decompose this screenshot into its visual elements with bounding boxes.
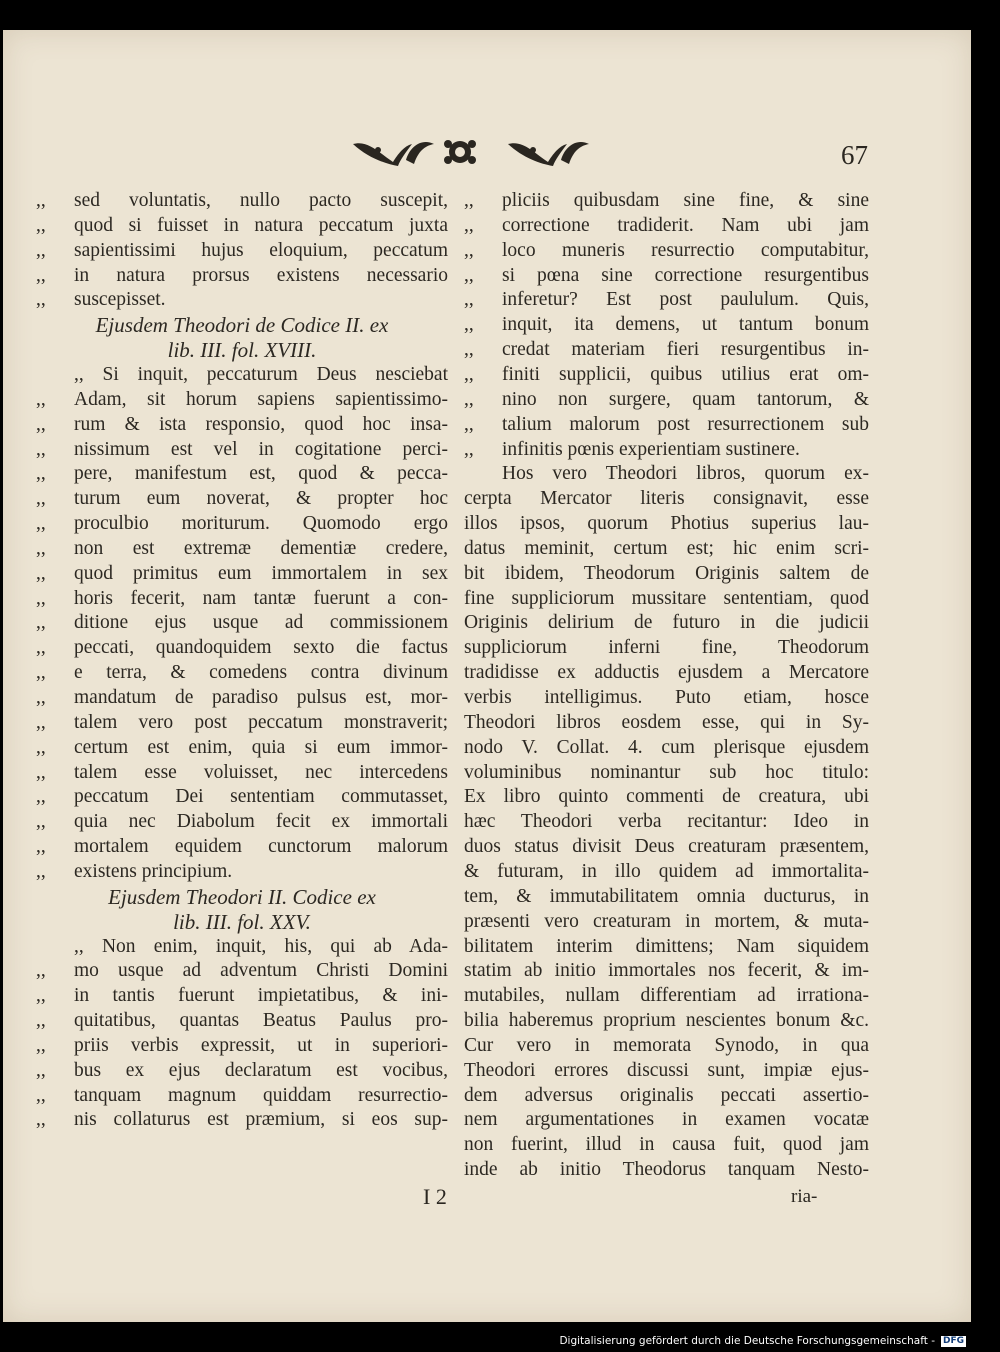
quote-mark: ,,	[36, 860, 46, 882]
text-line	[36, 437, 448, 463]
line-text: mandatum de paradiso pulsus est, mor-	[74, 687, 448, 708]
line-text: pliciis quibusdam sine fine, & sine	[502, 190, 869, 211]
line-text: in tantis fuerunt impietatibus, & ini-	[74, 985, 448, 1007]
text-line	[464, 412, 869, 438]
footer-credit	[559, 1335, 966, 1347]
text-line: tradidisse ex adductis ejusdem a Mercatore	[464, 662, 869, 684]
quote-mark: ,,	[36, 1010, 46, 1032]
line-text: talem esse voluisset, nec intercedens	[74, 761, 448, 783]
text-line: bit ibidem, Theodorum Originis saltem de	[464, 562, 869, 584]
section-heading: Ejusdem Theodori de Codice II. ex	[95, 313, 389, 338]
text-line	[464, 238, 869, 264]
text-line: Theodori errores discussi sunt, impiæ ejus-	[464, 1059, 869, 1081]
quote-mark: ,,	[464, 214, 474, 236]
line-text: si pœna sine correctione resurgentibus	[502, 264, 869, 286]
quote-mark: ,,	[36, 264, 46, 286]
text-line: fine suppliciorum mussitare sententiam, quod	[464, 587, 869, 609]
text-line	[36, 1033, 448, 1059]
line-text: mortalem equidem cunctorum malorum	[74, 836, 448, 858]
text-line: datus meminit, certum est; hic enim scri-	[464, 537, 869, 559]
text-line: & futuram, in illo quidem ad immortalita-	[464, 860, 869, 882]
text-line	[36, 213, 448, 239]
line-text: loco muneris resurrectio computabitur,	[502, 239, 869, 261]
section-heading: lib. III. fol. XXV.	[173, 909, 311, 934]
quote-mark: ,,	[36, 562, 46, 584]
quote-mark: ,,	[36, 438, 46, 460]
text-line	[464, 213, 869, 239]
quote-mark: ,,	[464, 190, 474, 211]
quote-mark: ,,	[36, 662, 46, 684]
text-line	[36, 1107, 448, 1133]
quote-mark: ,,	[36, 388, 46, 410]
quote-mark: ,,	[36, 811, 46, 833]
quote-mark: ,,	[36, 1034, 46, 1056]
quote-mark: ,,	[36, 214, 46, 236]
quote-mark: ,,	[464, 314, 474, 336]
quote-mark: ,,	[36, 537, 46, 559]
quote-mark: ,,	[464, 264, 474, 286]
text-line	[464, 437, 869, 463]
line-text: quia nec Diabolum fecit ex immortali	[74, 811, 448, 833]
text-line	[36, 859, 448, 885]
line-text: peccatum Dei sententiam commutasset,	[74, 786, 448, 808]
text-line	[36, 958, 448, 984]
text-line	[36, 287, 448, 313]
quote-mark: ,,	[36, 1084, 46, 1106]
line-text: suscepisset.	[74, 289, 166, 311]
line-text: talem vero post peccatum monstraverit;	[74, 711, 448, 733]
line-text: certum est enim, quia si eum immor-	[74, 736, 448, 758]
text-line	[36, 1058, 448, 1084]
text-line	[464, 263, 869, 289]
line-text: e terra, & comedens contra divinum	[74, 662, 448, 684]
line-text: sapientissimi hujus eloquium, peccatum	[74, 239, 448, 261]
line-text: pere, manifestum est, quod & pecca-	[74, 463, 448, 485]
line-text: in natura prorsus existens necessario	[74, 264, 448, 286]
text-line	[36, 809, 448, 835]
line-text: tanquam magnum quiddam resurrectio-	[74, 1084, 448, 1106]
text-line	[36, 586, 448, 612]
line-text: rum & ista responsio, quod hoc insa-	[74, 413, 448, 435]
quote-mark: ,,	[36, 190, 46, 211]
line-text: existens principium.	[74, 860, 233, 882]
quote-mark: ,,	[36, 289, 46, 311]
text-line: dem adversus originalis peccati assertio-	[464, 1084, 869, 1106]
text-line	[36, 238, 448, 264]
line-text: horis fecerit, nam tantæ fuerunt a con-	[74, 587, 448, 609]
text-line: voluminibus nominantur sub hoc titulo:	[464, 761, 869, 783]
text-line: suppliciorum inferni fine, Theodorum	[464, 637, 869, 659]
quote-mark: ,,	[464, 239, 474, 261]
line-text: peccati, quandoquidem sexto die factus	[74, 637, 448, 659]
line-text: finiti supplicii, quibus utilius erat om-	[502, 363, 869, 385]
line-text: infinitis pœnis experientiam sustinere.	[502, 438, 800, 460]
quote-mark: ,,	[36, 413, 46, 435]
quote-mark: ,,	[464, 339, 474, 361]
quote-mark: ,,	[36, 587, 46, 609]
quote-mark: ,,	[36, 985, 46, 1007]
text-line	[36, 710, 448, 736]
text-line	[36, 610, 448, 636]
text-line: ,, Si inquit, peccaturum Deus nesciebat	[74, 363, 448, 385]
quote-mark: ,,	[36, 736, 46, 758]
quote-mark: ,,	[36, 239, 46, 261]
text-line	[464, 312, 869, 338]
printer-ornament-icon	[348, 132, 593, 172]
line-text: talium malorum post resurrectionem sub	[502, 413, 869, 435]
quote-mark: ,,	[36, 786, 46, 808]
quote-mark: ,,	[36, 637, 46, 659]
text-line	[36, 387, 448, 413]
quote-mark: ,,	[36, 836, 46, 858]
line-text: proculbio moriturum. Quomodo ergo	[74, 513, 448, 535]
text-line	[36, 536, 448, 562]
text-line: illos ipsos, quorum Photius superius lau-	[464, 513, 869, 535]
text-line	[36, 461, 448, 487]
text-line: bilia haberemus proprium nescientes bonum &c.	[464, 1010, 869, 1032]
text-line: Theodori libros eosdem esse, qui in Sy-	[464, 711, 869, 733]
quote-mark: ,,	[36, 761, 46, 783]
text-line: Originis delirium de futuro in die judicii	[464, 612, 869, 634]
quote-mark: ,,	[36, 960, 46, 982]
text-line	[36, 561, 448, 587]
line-text: quod si fuisset in natura peccatum juxta	[74, 214, 448, 236]
dfg-logo: DFG	[942, 1335, 964, 1346]
text-line: statim ab initio immortales nos fecerit, & im-	[464, 960, 869, 982]
text-line: cerpta Mercator literis consignavit, esse	[464, 488, 869, 510]
text-line	[36, 511, 448, 537]
line-text: ditione ejus usque ad commissionem	[74, 612, 448, 634]
quote-mark: ,,	[36, 488, 46, 510]
quote-mark: ,,	[464, 363, 474, 385]
quote-mark: ,,	[36, 687, 46, 708]
text-line	[36, 635, 448, 661]
text-line	[36, 735, 448, 761]
text-line: nodo V. Collat. 4. cum plerisque ejusdem	[464, 736, 869, 758]
text-line	[464, 287, 869, 313]
text-line	[36, 1008, 448, 1034]
line-text: nissimum est vel in cogitatione perci-	[74, 438, 448, 460]
line-text: quitatibus, quantas Beatus Paulus pro-	[74, 1010, 448, 1032]
text-line: inde ab initio Theodorus tanquam Nesto-	[464, 1159, 869, 1181]
line-text: Adam, sit horum sapiens sapientissimo-	[74, 388, 448, 410]
text-line	[36, 660, 448, 686]
text-line: Hos vero Theodori libros, quorum ex-	[502, 463, 869, 485]
line-text: credat materiam fieri resurgentibus in-	[502, 339, 869, 361]
quote-mark: ,,	[464, 413, 474, 435]
text-line	[464, 362, 869, 388]
text-line: hæc Theodori verba recitantur: Ideo in	[464, 811, 869, 833]
text-line	[464, 387, 869, 413]
text-line	[36, 412, 448, 438]
quote-mark: ,,	[464, 289, 474, 311]
text-line	[36, 263, 448, 289]
quote-mark: ,,	[36, 463, 46, 485]
line-text: sed voluntatis, nullo pacto suscepit,	[74, 190, 448, 211]
text-line	[36, 834, 448, 860]
text-line: præsenti vero creaturam in mortem, & muta-	[464, 910, 869, 932]
text-line	[464, 337, 869, 363]
line-text: turum eum noverat, & propter hoc	[74, 488, 448, 510]
section-heading: Ejusdem Theodori II. Codice ex	[108, 884, 376, 909]
book-page	[3, 30, 971, 1322]
line-text: priis verbis expressit, ut in superiori-	[74, 1034, 448, 1056]
text-line: mutabiles, nullam differentiam ad irrationa-	[464, 985, 869, 1007]
line-text: nis collaturus est præmium, si eos sup-	[74, 1109, 448, 1131]
line-text: non est extremæ dementiæ credere,	[74, 537, 448, 559]
text-line	[36, 188, 448, 214]
page-number: 67	[841, 140, 868, 170]
text-line: bilitatem interim dimittens; Nam siquidem	[464, 935, 869, 957]
text-line: ,, Non enim, inquit, his, qui ab Ada-	[74, 935, 448, 957]
quote-mark: ,,	[36, 1109, 46, 1131]
line-text: nino non surgere, quam tantorum, &	[502, 388, 869, 410]
text-line	[36, 486, 448, 512]
quote-mark: ,,	[36, 513, 46, 535]
line-text: bus ex ejus declaratum est vocibus,	[74, 1059, 448, 1081]
quote-mark: ,,	[36, 1059, 46, 1081]
text-line	[36, 1083, 448, 1109]
catchword: ria-	[791, 1186, 818, 1207]
text-line	[36, 784, 448, 810]
text-line: Cur vero in memorata Synodo, in qua	[464, 1034, 869, 1056]
line-text: quod primitus eum immortalem in sex	[74, 562, 448, 584]
text-line: duos status divisit Deus creaturam præsentem,	[464, 836, 869, 858]
quote-mark: ,,	[464, 438, 474, 460]
line-text: inquit, ita demens, ut tantum bonum	[502, 314, 869, 336]
text-line: tem, & immutabilitatem omnia ducturus, in	[464, 885, 869, 907]
text-line	[36, 983, 448, 1009]
section-heading: lib. III. fol. XVIII.	[167, 338, 317, 363]
quote-mark: ,,	[36, 612, 46, 634]
text-line: Ex libro quinto commenti de creatura, ubi	[464, 786, 869, 808]
line-text: inferetur? Est post paululum. Quis,	[502, 289, 869, 311]
text-line	[36, 760, 448, 786]
text-line	[36, 685, 448, 711]
line-text: correctione tradiderit. Nam ubi jam	[502, 214, 869, 236]
text-line	[464, 188, 869, 214]
quote-mark: ,,	[36, 711, 46, 733]
line-text: mo usque ad adventum Christi Domini	[74, 960, 448, 982]
signature-mark: I 2	[423, 1184, 447, 1209]
text-line: verbis intelligimus. Puto etiam, hosce	[464, 687, 869, 708]
text-line: nem argumentationes in examen vocatæ	[464, 1109, 869, 1131]
footer-text: Digitalisierung gefördert durch die Deutsche Forschungsgemeinschaft -	[559, 1335, 935, 1347]
text-line: non fuerint, illud in causa fuit, quod jam	[464, 1134, 869, 1156]
quote-mark: ,,	[464, 388, 474, 410]
